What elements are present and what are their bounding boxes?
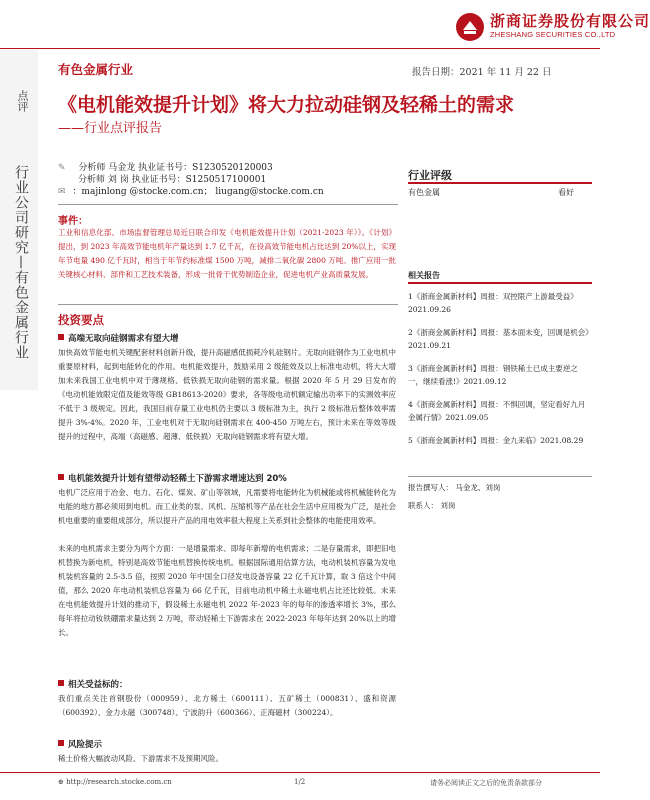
event-text: 工业和信息化部、市场监督管理总局近日联合印发《电机能效提升计划（2021-2023 年）》。《计划》提出，到 2023 年高效节能电机年产量达到 1.7 亿千瓦，在役高效节能电机占比达到 20%以上，实现年节电量 490 亿千瓦时，相当于年节约标准煤 1500 万吨，减排二氧化碳 2800 万吨。推广应用一批关键核心材料、部件和工艺技术装备，形成一批骨干优势制造企业，促进电机产业高质量发展。 xyxy=(58,228,396,279)
analyst-2: 分析师 刘 岗 执业证书号：S1250517100001 xyxy=(78,175,267,185)
point-3-text: 我们重点关注首钢股份（000959）、北方稀土（600111）、五矿稀土（000831）、盛和资源（600392）、金力永磁（300748）、宁波韵升（600366）、正海磁材（300224）。 xyxy=(58,694,396,717)
page-title: 《电机能效提升计划》将大力拉动硅钢及轻稀土的需求 xyxy=(58,94,515,116)
related-item-number: 3 xyxy=(408,364,413,373)
sidebar-tag: 点评 xyxy=(16,90,29,112)
related-item-text: 《浙商金属新材料】周报：不惧回调，坚定看好九月金属行情》2021.09.05 xyxy=(408,400,586,422)
point-2-title: 电机能效提升计划有望带动轻稀土下游需求增速达到 20% xyxy=(68,474,287,484)
person-icon: ✎ xyxy=(58,163,66,173)
report-date: 报告日期：2021 年 11 月 22 日 xyxy=(412,67,552,78)
bullet-square-icon xyxy=(58,680,64,686)
analyst-1: 分析师 马金龙 执业证书号：S1230520120003 xyxy=(78,163,273,173)
related-divider xyxy=(408,282,592,284)
invest-title: 投资要点 xyxy=(58,313,104,327)
page-subtitle: ——行业点评报告 xyxy=(58,121,163,136)
bullet-square-icon xyxy=(58,334,64,340)
company-logo-icon xyxy=(455,12,485,42)
rating-industry: 有色金属 xyxy=(408,188,440,197)
rating-value: 看好 xyxy=(558,188,574,197)
rating-title: 行业评级 xyxy=(408,169,452,182)
footer-url[interactable] xyxy=(58,778,172,786)
point-2-heading xyxy=(58,472,287,484)
point-4-text: 稀土价格大幅波动风险、下游需求不及预期风险。 xyxy=(58,754,223,763)
related-item-number: 2 xyxy=(408,328,413,337)
point-1-heading xyxy=(58,332,179,344)
point-2-text-a: 电机广泛应用于冶金、电力、石化、煤炭、矿山等领域，凡需要将电能转化为机械能或将机械能转化为电能的地方都必须用到电机。而工业类的泵、风机、压缩机等产品在社会生活中应用极为广泛，是社会机电重要的重要组成部分，所以提升产品的用电效率很大程度上关系到社会整体的电能使用效率。 xyxy=(58,488,396,525)
point-3-heading xyxy=(58,678,128,690)
brand-name-cn: 浙商证券股份有限公司 xyxy=(490,12,650,30)
sidebar-category: 行业公司研究—有色金属行业 xyxy=(13,165,29,360)
related-item-number: 1 xyxy=(408,292,413,301)
divider xyxy=(58,304,398,305)
divider xyxy=(408,476,592,477)
related-item-text: 《浙商金属新材料】周报：金九来临》2021.08.29 xyxy=(412,436,584,445)
industry-section: 有色金属行业 xyxy=(58,62,134,77)
globe-icon: ⊕ xyxy=(58,778,64,786)
report-author: 报告撰写人： 马金龙、刘岗 xyxy=(408,483,501,492)
point-4-title: 风险提示 xyxy=(68,740,103,750)
brand-name-en: ZHESHANG SECURITIES CO.,LTD xyxy=(490,30,616,39)
related-item-text: 《浙商金属新材料】周报：基本面未变，回调是机会》2021.09.21 xyxy=(408,328,590,350)
related-item[interactable] xyxy=(408,434,592,470)
analyst-row xyxy=(58,184,324,197)
analyst-emails[interactable]: ：majinlong @stocke.com.cn； liugang@stocke.com.cn xyxy=(72,187,324,197)
related-item[interactable] xyxy=(408,326,592,362)
rating-divider xyxy=(408,182,592,184)
divider xyxy=(58,204,398,205)
bullet-square-icon xyxy=(58,740,64,746)
footer-url-text[interactable]: http://research.stocke.com.cn xyxy=(66,778,172,786)
point-2-text-b: 未来的电机需求主要分为两个方面：一是增量需求、即每年新增的电机需求；二是存量需求，即把旧电机替换为新电机，特别是高效节能电机替换传统电机。根据国际通用估算方法，电动机装机容量为发电机装机容量的 2.5-3.5 倍，按照 2020 年中国全口径发电设备容量 22 亿千瓦计算，取 3 倍这个中间值，那么 2020 年电动机装机总容量为 66 亿千瓦，目前电动机中稀土永磁电机占比还比较低。未来在电机能效提升计划的推动下，假设稀土永磁电机 2022 年-2023 年的每年的渗透率增长 3%，那么每年将拉动钕铁硼需求量达到 2 万吨，带动轻稀土下游需求在 2022-2023 年每年达到 20%以上的增长。 xyxy=(58,544,396,637)
header-divider xyxy=(0,48,600,49)
related-item[interactable] xyxy=(408,362,592,398)
point-1-text: 加快高效节能电机关键配套材料创新升级，提升高磁感低损耗冷轧硅钢片。无取向硅钢作为工业电机中重要原材料，起到电能转化的作用。电机能效提升，鼓励采用 2 级能效及以上标准电动机，将大大增加未来我国工业电机中对于薄规格、低铁损无取向硅钢的需求量。根据 2020 年 5 月 29 日发布的《电动机能效限定值及能效等级 GB18613-2020》要求，各等级电动机额定输出功率下的实测效率应不低于 3 级规定。因此，我国目前存量工业电机仍主要以 3 级标准为主，执行 2 级标准后整体效率需提升 3%-4%。2020 年，工业电机对于无取向硅钢需求在 400-450 万吨左右，预计未来在等效等级提升的过程中，高端（高磁感、超薄、低铁损）无取向硅钢需求将有望大增。 xyxy=(58,348,396,441)
bullet-square-icon xyxy=(58,474,64,480)
related-item-text: 《浙商金属新材料】周报：双控限产上游最受益》2021.09.26 xyxy=(408,292,578,314)
point-3-title: 相关受益标的： xyxy=(68,680,128,690)
related-item-number: 5 xyxy=(408,436,413,445)
footer-divider xyxy=(0,772,600,773)
related-item[interactable] xyxy=(408,290,592,326)
point-4-heading xyxy=(58,738,102,750)
page-number: 1/2 xyxy=(294,778,306,786)
related-title: 相关报告 xyxy=(408,271,440,280)
related-item-text: 《浙商金属新材料】周报：钢铁稀土已成主要逆之一，继续看涨!》2021.09.12 xyxy=(408,364,578,386)
related-item-number: 4 xyxy=(408,400,413,409)
related-item[interactable] xyxy=(408,398,592,434)
event-title: 事件： xyxy=(58,216,88,227)
point-1-title: 高端无取向硅钢需求有望大增 xyxy=(68,334,179,344)
related-list xyxy=(408,290,592,470)
email-icon: ✉ xyxy=(58,187,66,197)
sidebar xyxy=(0,50,38,390)
contact-person: 联系人： 刘岗 xyxy=(408,501,456,510)
footer-disclaimer: 请务必阅读正文之后的免责条款部分 xyxy=(430,779,542,787)
